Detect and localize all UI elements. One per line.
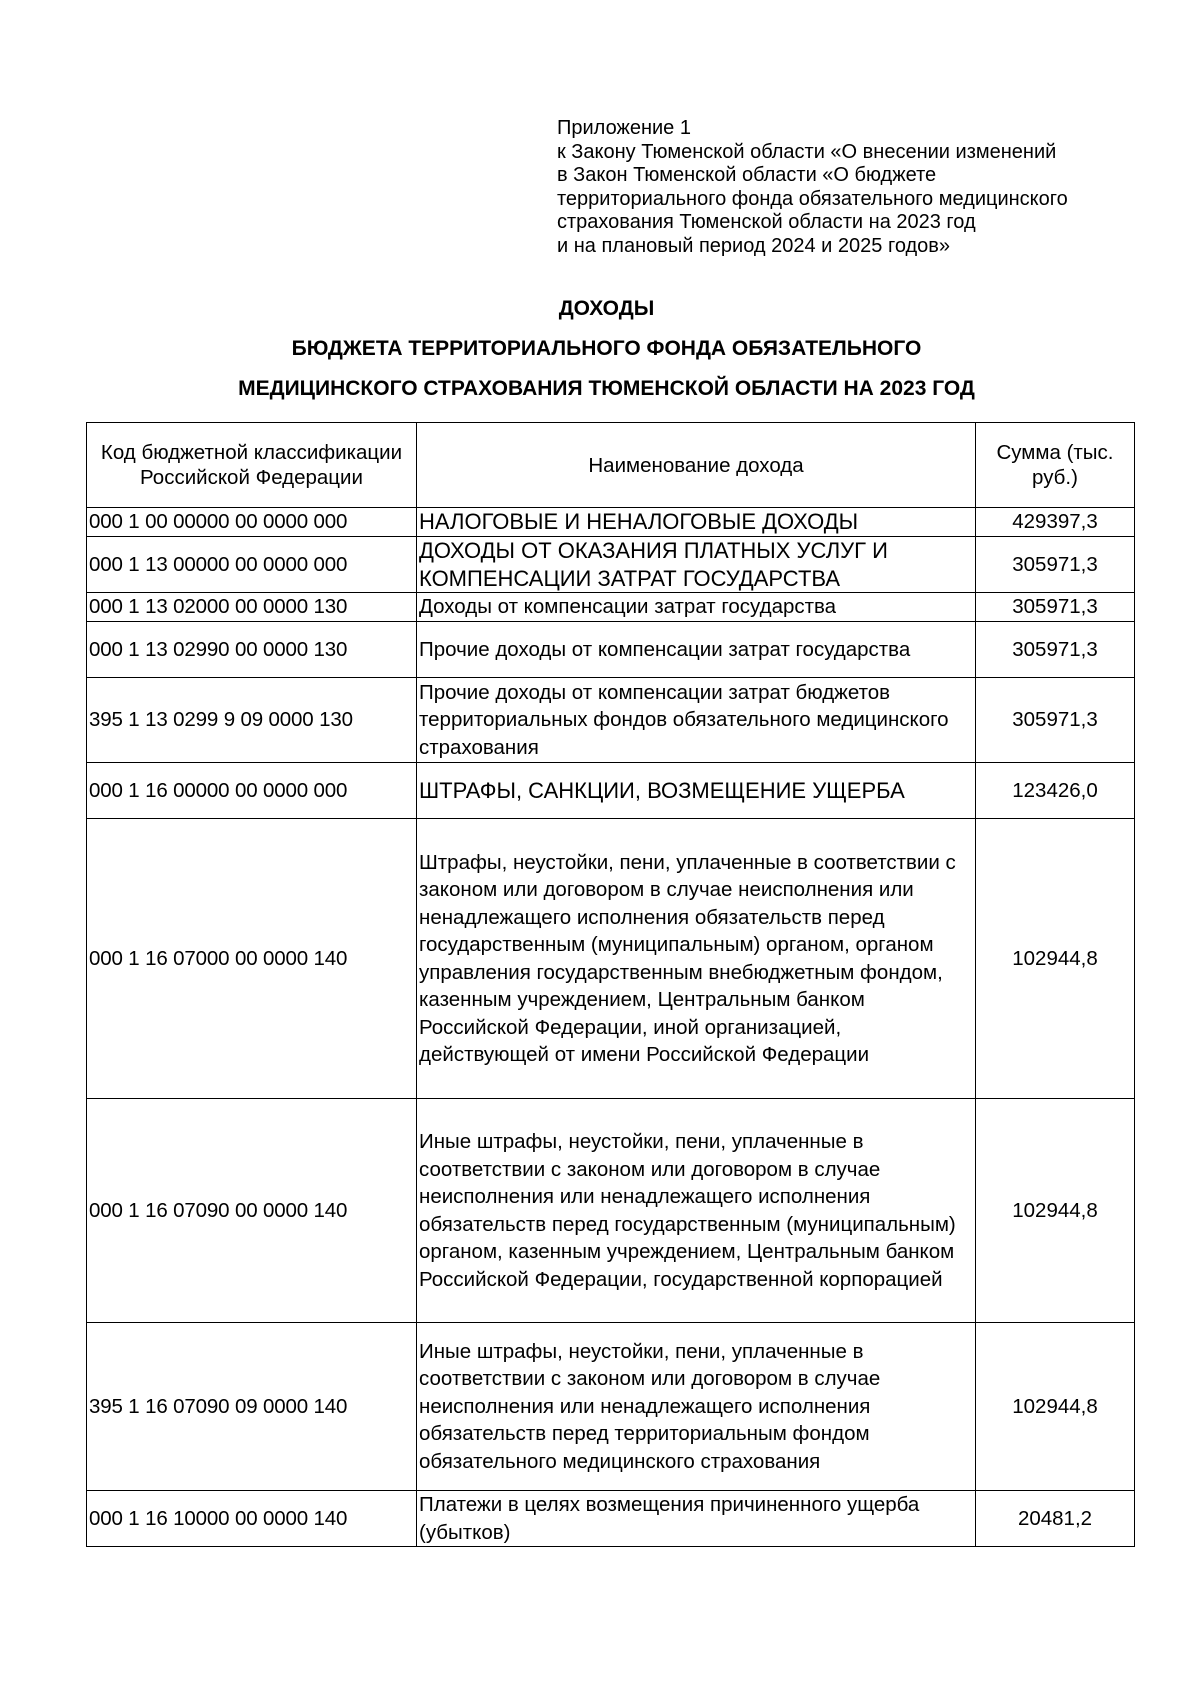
table-row (87, 1099, 1135, 1323)
annex-header (557, 117, 1157, 258)
row-name: Штрафы, неустойки, пени, уплаченные в соответствии с законом или договором в случае неисполнения или ненадлежащего исполнения обязательств перед государственным (муниципальным) органом, органом управления государственным внебюджетным фондом, казенным учреждением, Центральным банком Российской Федерации, иной организацией, действующей от имени Российской Федерации (417, 819, 976, 1099)
row-code: 000 1 16 07090 00 0000 140 (87, 1099, 417, 1323)
title-line-2: БЮДЖЕТА ТЕРРИТОРИАЛЬНОГО ФОНДА ОБЯЗАТЕЛЬНОГО (291, 337, 922, 360)
title-line-3: МЕДИЦИНСКОГО СТРАХОВАНИЯ ТЮМЕНСКОЙ ОБЛАСТИ НА 2023 ГОД (238, 377, 975, 400)
annex-line: к Закону Тюменской области «О внесении изменений (557, 140, 1057, 163)
annex-line: и на плановый период 2024 и 2025 годов» (557, 234, 951, 257)
row-code: 000 1 13 00000 00 0000 000 (87, 537, 417, 593)
table-row (87, 1323, 1135, 1491)
row-sum: 123426,0 (976, 763, 1135, 819)
row-sum: 20481,2 (976, 1491, 1135, 1547)
row-sum: 429397,3 (976, 508, 1135, 537)
row-name: Прочие доходы от компенсации затрат бюджетов территориальных фондов обязательного медицинского страхования (417, 678, 976, 763)
annex-line: в Закон Тюменской области «О бюджете (557, 164, 937, 186)
row-name: Иные штрафы, неустойки, пени, уплаченные в соответствии с законом или договором в случае неисполнения или ненадлежащего исполнения обязательств перед государственным (муниципальным) органом, казенным учреждением, Центральным банком Российской Федерации, государственной корпорацией (417, 1099, 976, 1323)
row-code: 000 1 16 07000 00 0000 140 (87, 819, 417, 1099)
row-code: 395 1 16 07090 09 0000 140 (87, 1323, 417, 1491)
header-code: Код бюджетной классификации Российской Федерации (87, 423, 417, 508)
row-name: Иные штрафы, неустойки, пени, уплаченные в соответствии с законом или договором в случае неисполнения или ненадлежащего исполнения обязательств перед территориальным фондом обязательного медицинского страхования (417, 1323, 976, 1491)
table-row (87, 1491, 1135, 1547)
table-row (87, 508, 1135, 537)
row-code: 000 1 16 10000 00 0000 140 (87, 1491, 417, 1547)
table-row (87, 622, 1135, 678)
row-code: 000 1 16 00000 00 0000 000 (87, 763, 417, 819)
table-row (87, 537, 1135, 593)
document-title (80, 296, 1133, 416)
annex-line: территориального фонда обязательного медицинского (557, 187, 1068, 210)
table-row (87, 763, 1135, 819)
annex-line: страхования Тюменской области на 2023 год (557, 211, 976, 233)
row-sum: 102944,8 (976, 1099, 1135, 1323)
row-code: 000 1 13 02990 00 0000 130 (87, 622, 417, 678)
row-sum: 102944,8 (976, 1323, 1135, 1491)
row-name: ДОХОДЫ ОТ ОКАЗАНИЯ ПЛАТНЫХ УСЛУГ И КОМПЕНСАЦИИ ЗАТРАТ ГОСУДАРСТВА (417, 537, 976, 593)
row-sum: 305971,3 (976, 537, 1135, 593)
row-name: ШТРАФЫ, САНКЦИИ, ВОЗМЕЩЕНИЕ УЩЕРБА (417, 763, 976, 819)
row-name: Доходы от компенсации затрат государства (417, 593, 976, 622)
row-sum: 305971,3 (976, 593, 1135, 622)
table-row (87, 819, 1135, 1099)
row-name: Прочие доходы от компенсации затрат государства (417, 622, 976, 678)
title-line-1: ДОХОДЫ (558, 297, 655, 320)
row-sum: 305971,3 (976, 678, 1135, 763)
header-name: Наименование дохода (417, 423, 976, 508)
row-code: 000 1 00 00000 00 0000 000 (87, 508, 417, 537)
income-table (86, 422, 1135, 1547)
row-code: 000 1 13 02000 00 0000 130 (87, 593, 417, 622)
row-name: Платежи в целях возмещения причиненного ущерба (убытков) (417, 1491, 976, 1547)
table-row (87, 678, 1135, 763)
annex-line: Приложение 1 (557, 117, 691, 139)
header-sum: Сумма (тыс. руб.) (976, 423, 1135, 508)
row-sum: 305971,3 (976, 622, 1135, 678)
row-name: НАЛОГОВЫЕ И НЕНАЛОГОВЫЕ ДОХОДЫ (417, 508, 976, 537)
table-row (87, 593, 1135, 622)
row-code: 395 1 13 0299 9 09 0000 130 (87, 678, 417, 763)
table-header-row (87, 423, 1135, 508)
row-sum: 102944,8 (976, 819, 1135, 1099)
